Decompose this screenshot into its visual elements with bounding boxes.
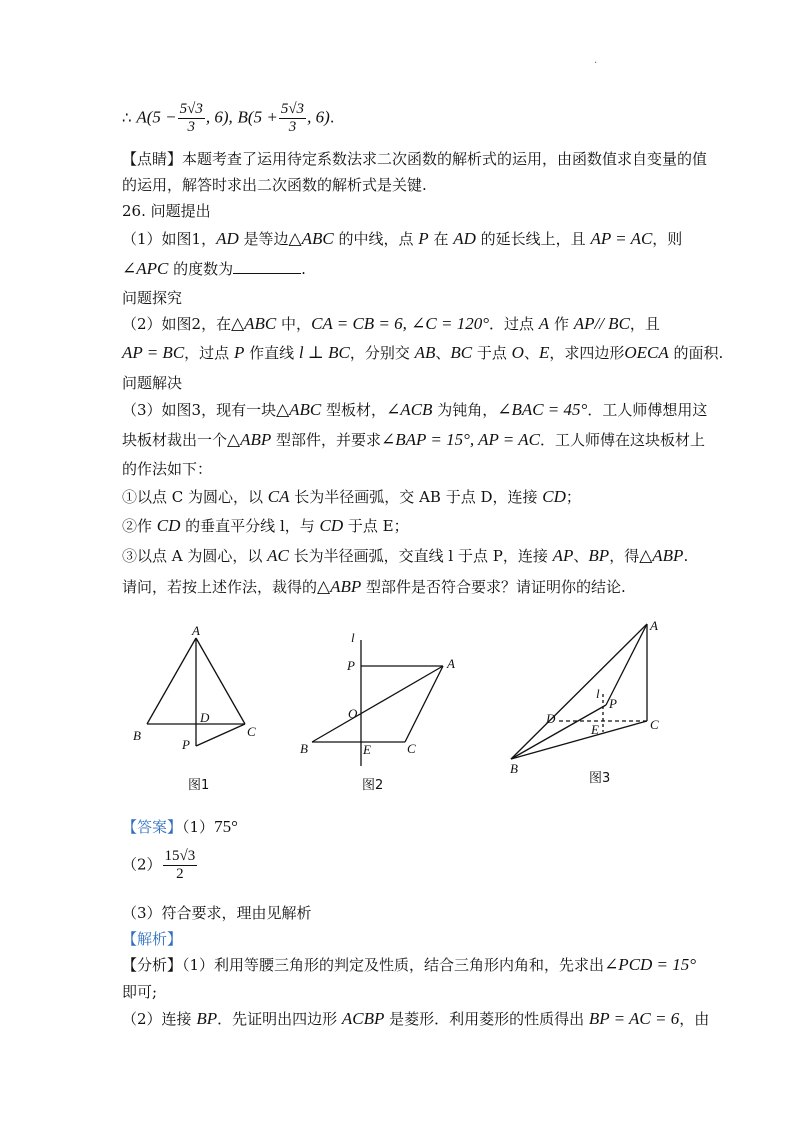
result-end: .: [329, 108, 335, 127]
explore-heading: [122, 288, 182, 308]
fig2-label-c: C: [407, 741, 416, 756]
part1-text-k: ，则: [652, 230, 683, 248]
fig3-segment-ap: [606, 624, 647, 705]
step2-text-e: 于点 E；: [343, 517, 409, 535]
step1-math-ca: CA: [267, 487, 290, 506]
part3-math-abp: △ABP: [227, 430, 272, 449]
part1-text-g: 在: [428, 230, 454, 248]
analysis-math-acbp: ACBP: [341, 1009, 385, 1028]
part2-math-given: CA = CB = 6, ∠C = 120°: [311, 314, 489, 333]
part3-text-a: （3）如图3，现有一块: [122, 401, 277, 419]
analysis-text-3c: ．先证明出四边形: [217, 1010, 342, 1028]
part1-math-p: P: [418, 229, 429, 248]
part2-text-a: （2）如图2，在: [122, 315, 232, 333]
part1-text-e: 的中线，点: [333, 230, 419, 248]
fig2-label-a: A: [447, 656, 455, 671]
part2-text-c: 中，: [276, 315, 312, 333]
part3-text-l2a: 块板材裁出一个: [122, 431, 228, 449]
step1-math-cd: CD: [542, 487, 566, 506]
fenxi-tag: 【分析】: [122, 956, 183, 974]
part2-text-i: ，且: [629, 315, 660, 333]
step2-math-cd2: CD: [319, 516, 344, 535]
part2-text-e: ．过点: [489, 315, 539, 333]
part3-math-abc: △ABC: [276, 400, 322, 419]
part2-text-l: 、: [523, 344, 539, 362]
answer-2-numerator: 15√3: [164, 848, 196, 864]
therefore-symbol: ∴: [122, 108, 132, 127]
fraction-a-denominator: 3: [187, 119, 195, 135]
solve-heading: [122, 373, 182, 393]
analysis-line-1: [122, 955, 696, 975]
step3-math-ac: AC: [267, 546, 289, 565]
part2-math-ap-bc: AP = BC: [122, 343, 185, 362]
part1-text-degree: 的度数为: [168, 260, 234, 278]
point-b-open: B(5 +: [237, 107, 278, 127]
answer-1-label: （1）: [182, 818, 215, 836]
fraction-b: [279, 101, 306, 136]
answer-line-1: [122, 817, 238, 837]
step1-line: [122, 487, 581, 507]
part3-text-g: ．工人师傅想用这: [587, 401, 708, 419]
comment-tag: 【点睛】: [122, 150, 183, 168]
answer-2-denominator: 2: [176, 866, 184, 882]
fig1-caption: 图1: [188, 778, 210, 793]
part2-math-e: E: [538, 343, 550, 362]
question-math-abp: △ABP: [317, 577, 362, 596]
part2-text-d: 作直线: [244, 344, 299, 362]
part2-text-f: ，分别交: [349, 344, 415, 362]
analysis-math-bp: BP: [196, 1009, 218, 1028]
figure-1: [130, 618, 270, 798]
part2-text-n: ，求四边形: [549, 344, 625, 362]
fig3-caption: 图3: [589, 771, 611, 786]
analysis-text-3e: 是菱形．利用菱形的性质得出: [384, 1010, 589, 1028]
part1-text-i: 的延长线上，且: [475, 230, 591, 248]
question-text-c: 型部件是否符合要求？请证明你的结论.: [361, 578, 626, 596]
fig2-label-e: E: [363, 742, 371, 757]
analysis-text-1a: （1）利用等腰三角形的判定及性质，结合三角形内角和，先求出: [182, 956, 605, 974]
part2-text-g: 作: [549, 315, 574, 333]
fig1-label-c: C: [247, 724, 256, 739]
answer-tag: 【答案】: [122, 818, 183, 836]
comment-text-2: 的运用，解答时求出二次函数的解析式是关键.: [122, 176, 427, 194]
part3-math-bac: ∠BAC = 45°: [497, 400, 588, 419]
fig3-label-p: P: [609, 696, 617, 711]
question-line: [122, 577, 626, 597]
part3-math-acb: ∠ACB: [386, 400, 433, 419]
point-a-open: A(5 −: [136, 107, 177, 127]
part2-math-bc: BC: [450, 343, 473, 362]
fig3-label-b: B: [510, 761, 518, 776]
fig3-label-e: E: [591, 722, 599, 737]
part3-line-3: [122, 459, 212, 479]
part1-line-2: [122, 259, 306, 279]
step3-math-abp: △ABP: [639, 546, 684, 565]
figure-3: [505, 614, 675, 794]
part2-math-perp: l ⊥ BC: [298, 343, 350, 362]
fig2-label-p: P: [347, 658, 355, 673]
step3-text-c: 长为半径画弧，交直线 l 于点 P，连接: [288, 547, 553, 565]
step2-math-cd: CD: [156, 516, 181, 535]
analysis-text-3g: ，由: [679, 1010, 710, 1028]
answer-3-text: （3）符合要求，理由见解析: [122, 904, 312, 922]
fig2-label-l: l: [351, 630, 355, 645]
step1-text-a: ①以点 C 为圆心，以: [122, 488, 268, 506]
figure-2: [300, 626, 470, 798]
step3-text-a: ③以点 A 为圆心，以: [122, 547, 268, 565]
part2-math-ab: AB: [414, 343, 436, 362]
part3-text-l2c: 型部件，并要求: [271, 431, 382, 449]
explore-text: 问题探究: [122, 289, 183, 307]
fraction-a: [178, 101, 205, 136]
comment-line-1: [122, 149, 707, 169]
analysis-text-2: 即可;: [122, 983, 158, 1001]
step2-text-c: 的垂直平分线 l，与: [180, 517, 320, 535]
part3-text-e: 为钝角，: [432, 401, 498, 419]
analysis-math-pcd: ∠PCD = 15°: [604, 955, 697, 974]
part1-math-ap-ac: AP = AC: [590, 229, 653, 248]
top-result-line: [122, 101, 335, 136]
part2-math-abc: △ABC: [231, 314, 277, 333]
fig1-side-ab: [147, 638, 196, 724]
step3-line: [122, 546, 688, 566]
analysis-math-bp-ac: BP = AC = 6: [588, 1009, 680, 1028]
part2-math-p: P: [233, 343, 245, 362]
answer-2-fraction: [163, 848, 198, 883]
part3-text-l2e: ．工人师傅在这块板材上: [539, 431, 705, 449]
fig1-label-d: D: [200, 710, 210, 725]
part2-text-j: 于点: [472, 344, 512, 362]
point-b-close: , 6): [307, 107, 330, 127]
part1-math-apc: ∠APC: [122, 259, 169, 278]
fraction-b-denominator: 3: [288, 119, 297, 135]
fig2-label-o: O: [348, 706, 358, 721]
step3-text-i: .: [683, 547, 689, 565]
answer-2-label: （2）: [122, 855, 162, 874]
analysis-text-3a: （2）连接: [122, 1010, 197, 1028]
analysis-tag: 【解析】: [122, 930, 183, 948]
answer-line-3: [122, 903, 312, 923]
fig1-label-p: P: [182, 737, 190, 752]
fig3-label-a: A: [650, 618, 658, 633]
answer-1-value: 75°: [214, 817, 238, 836]
part1-line-1: [122, 229, 682, 249]
fig3-label-l: l: [596, 686, 600, 701]
part2-text-b: ，过点: [184, 344, 234, 362]
comment-text-1: 本题考查了运用待定系数法求二次函数的解析式的运用，由函数值求自变量的值: [182, 150, 708, 168]
fig3-segment-ab: [511, 624, 647, 759]
part2-math-parallel: AP// BC: [573, 314, 630, 333]
step3-text-g: ，得: [609, 547, 640, 565]
part3-line-1: [122, 400, 707, 420]
part3-text-c: 型板材，: [321, 401, 387, 419]
fraction-a-numerator: 5√3: [179, 101, 203, 117]
problem-number: [122, 201, 211, 221]
part1-text-a: （1）如图1，: [122, 230, 217, 248]
fig1-label-b: B: [133, 728, 141, 743]
fig1-label-a: A: [192, 623, 200, 638]
solve-text: 问题解决: [122, 374, 183, 392]
step1-text-e: ；: [565, 488, 581, 506]
step3-math-ap: AP: [552, 546, 574, 565]
comment-line-2: [122, 175, 427, 195]
step3-math-bp: BP: [588, 546, 610, 565]
point-a-close: , 6),: [205, 107, 233, 127]
part3-math-bap: ∠BAP = 15°, AP = AC: [381, 430, 540, 449]
part2-text-p: 的面积.: [668, 344, 724, 362]
analysis-line-3: [122, 1009, 709, 1029]
part1-math-abc: △ABC: [288, 229, 334, 248]
fig3-segment-bc: [511, 721, 647, 759]
step1-text-c: 长为半径画弧，交 AB 于点 D，连接: [289, 488, 543, 506]
part1-math-ad: AD: [216, 229, 239, 248]
part2-line-2: [122, 343, 723, 363]
question-text-a: 请问，若按上述作法，裁得的: [122, 578, 318, 596]
part2-math-oeca: OECA: [624, 343, 669, 362]
step3-text-e: 、: [573, 547, 589, 565]
fig3-label-c: C: [650, 717, 659, 732]
analysis-tag-line: [122, 929, 182, 949]
part2-math-o: O: [511, 343, 524, 362]
part2-text-h: 、: [435, 344, 451, 362]
fraction-b-numerator: 5√3: [280, 101, 305, 117]
part1-period: .: [301, 260, 306, 278]
part3-text-l3: 的作法如下：: [122, 460, 213, 478]
fig1-segment-pc: [196, 724, 245, 746]
fig2-caption: 图2: [362, 778, 384, 793]
problem-heading: 26. 问题提出: [122, 202, 211, 220]
fig3-label-d: D: [546, 711, 556, 726]
part2-math-a: A: [538, 314, 550, 333]
part3-line-2: [122, 430, 705, 450]
analysis-line-2: [122, 982, 157, 1002]
part1-text-c: 是等边: [238, 230, 289, 248]
header-mark: ·: [594, 58, 598, 69]
step2-text-a: ②作: [122, 517, 157, 535]
answer-line-2: [122, 848, 198, 883]
part2-line-1: [122, 314, 660, 334]
answer-blank: [233, 259, 301, 274]
fig2-label-b: B: [300, 741, 308, 756]
part1-math-ad2: AD: [453, 229, 476, 248]
step2-line: [122, 516, 409, 536]
